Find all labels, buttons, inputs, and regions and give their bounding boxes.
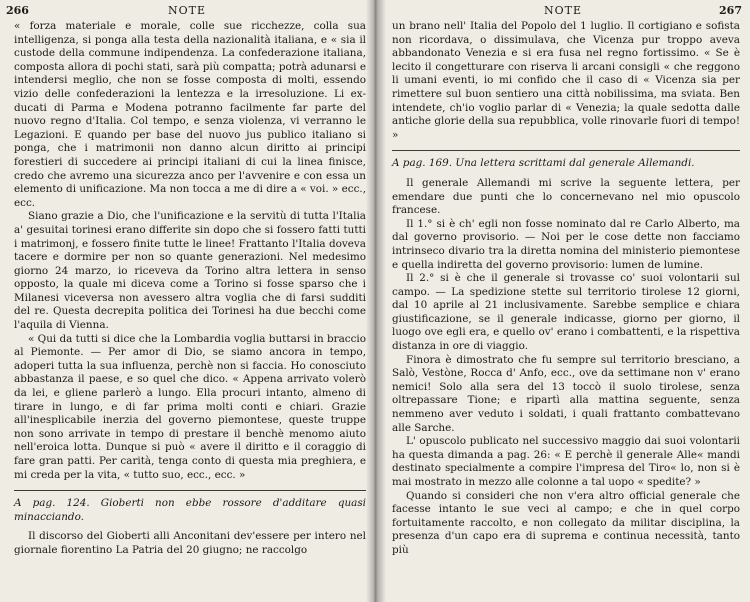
section-title: Gioberti non ebbe rossore d'additare quasi minacciando. [14, 497, 367, 523]
paragraph: un brano nell' Italia del Popolo del 1 luglio. Il cortigiano e sofista non ricordava, o dissimulava, che Vicenza pur troppo aveva abbandonato Venezia e si era fusa nel regno fortissimo. « Se è lecito il congetturare con riserva li arcani consigli « che reggono li umani eventi, io mi confido che il caso di « Vicenza sia per rimettere sul buon sentiero una città nobilissima, ma sviata. Ben intendete, ch'io voglio parlar di « Venezia; la quale sedotta dalle antiche glorie della sua repubblica, volle rinovarle fuori di tempo! » [392, 20, 741, 141]
left-page [0, 0, 374, 602]
paragraph: Quando si consideri che non v'era altro official generale che facesse intanto le sue veci al campo; e che in quel corpo fortuitamente raccolto, e non collegato da militar disciplina, la presenza d'un capo era di suprema e continua necessità, tanto più [392, 489, 740, 556]
right-page-header [376, 4, 750, 20]
page-number: 266 [6, 4, 29, 17]
paragraph: Il discorso del Gioberti alli Anconitani dev'essere per intero nel giornale fiorentino La Patria del 20 giugno; ne raccolgo [14, 530, 366, 556]
page-number: 267 [719, 4, 742, 17]
paragraph: L' opuscolo publicato nel successivo maggio dai suoi volontarii ha questa dimanda a pag. 26: « E perchè il generale Alle« mandi destinato specialmente a compire l'impresa del Tiro« lo, non si è mai mostrato in mezzo alle colonne a tal uopo « spedite? » [392, 435, 740, 488]
paragraph: Finora è dimostrato che fu sempre sul territorio bresciano, a Salò, Vestòne, Rocca d' Anfo, ecc., ove da settimane non v' erano nemici! Solo alla sera del 13 toccò il suolo tirolese, senza oltrepassare Tione; e ripartì alla mattina seguente, senza nemmeno aver veduto i soldati, i quali frattanto combattevano alle Sarche. [392, 353, 740, 434]
paragraph: Il 2.° si è che il generale si trovasse co' suoi volontarii sul campo. — La spedizione stette sul territorio tirolese 12 giorni, dal 10 aprile al 21 inclusivamente. Sarebbe semplice e chiara giustificazione, se il generale indicasse, giorno per giorno, il luogo ove egli era, e quello ov' erano i combattenti, e la rispettiva distanza in ore di viaggio. [392, 272, 740, 353]
paragraph: Il generale Allemandi mi scrive la seguente lettera, per emendare due punti che lo concernevano nel mio opuscolo francese. [392, 176, 740, 217]
paragraph: « forza materiale e morale, colle sue ricchezze, colla sua intelligenza, si ponga alla testa della nazionalità italiana, e « sia il custode della commune indipendenza. La confederazione italiana, composta allora di pochi stati, sarà più compatta; potrà adunarsi e intendersi meglio, che non se fosse composta di molti, essendo vizio delle confederazioni la lentezza e la irresoluzione. Li ex-ducati di Parma e Modena potranno facilmente far parte del nuovo regno d'Italia. Col tempo, e senza violenza, vi verranno le Legazioni. E quando per base del nuovo jus publico italiano si ponga, che i matrimonii non danno alcun diritto ai principi forestieri di succedere ai principi italiani di cui la linea finisce, credo che avremo una sicurezza anco per l'avvenire e con essa un elemento di unificazione. Ma non tocca a me di dire a « voi. » ecc., ecc. [14, 20, 366, 209]
running-head: NOTE [543, 4, 582, 17]
section-page-ref: A pag. 169. [392, 157, 453, 170]
section-heading [14, 490, 366, 524]
paragraph: « Qui da tutti si dice che la Lombardia voglia buttarsi in braccio al Piemonte. — Per amor di Dio, se siamo ancora in tempo, adoperi tutta la sua influenza, perchè non si faccia. Ho conosciuto abbastanza il paese, e so quel che dico. « Appena arrivato volerò da lei, e gliene parlerò a lungo. Ella procuri intanto, almeno di tirare in lungo, e di far prima molti conti e chiari. Grazie all'inesplicabile inerzia del governo piemontese, queste truppe non sono arrivate in tempo di prestare il benchè menomo aiuto nell'eroica lotta. Dunque si può « avere il diritto e il coraggio di fare gran patti. Per carità, tenga conto di questa mia preghiera, e mi creda per la vita, « tutto suo, ecc., ecc. » [14, 332, 366, 481]
paragraph: Il 1.° si è ch' egli non fosse nominato dal re Carlo Alberto, ma dal governo provisorio. — Noi per le cose dette non facciamo intrinseco divario tra la diretta nomina del ministerio piemontese e quella indiretta del governo provisorio: lumen de lumine. [392, 217, 740, 271]
paragraph: Siano grazie a Dio, che l'unificazione e la servitù di tutta l'Italia a' gesuitai torinesi erano differite sin dopo che si fossero fatti tutti i matrimonj, e fossero finite tutte le linee! Frattanto l'Italia doveva tacere e dormire per non so quante generazioni. Nel medesimo giorno 24 marzo, io riceveva da Torino altra lettera in senso opposto, la quale mi diceva come a Torino si fosse sparso che i Milanesi viceversa non avessero altra voglia che di farsi sudditi del re. Questa decrepita politica dei Torinesi ha due becchi come l'aquila di Vienna. [14, 210, 366, 332]
right-page [376, 0, 750, 602]
book-gutter [366, 0, 386, 602]
running-head: NOTE [167, 4, 206, 17]
left-page-body [14, 20, 366, 558]
section-title: Una lettera scrittami dal generale Allemandi. [455, 157, 695, 170]
left-page-header [0, 4, 374, 20]
section-heading [392, 150, 740, 171]
section-page-ref: A pag. 124. [14, 497, 90, 510]
right-page-body [392, 20, 740, 558]
